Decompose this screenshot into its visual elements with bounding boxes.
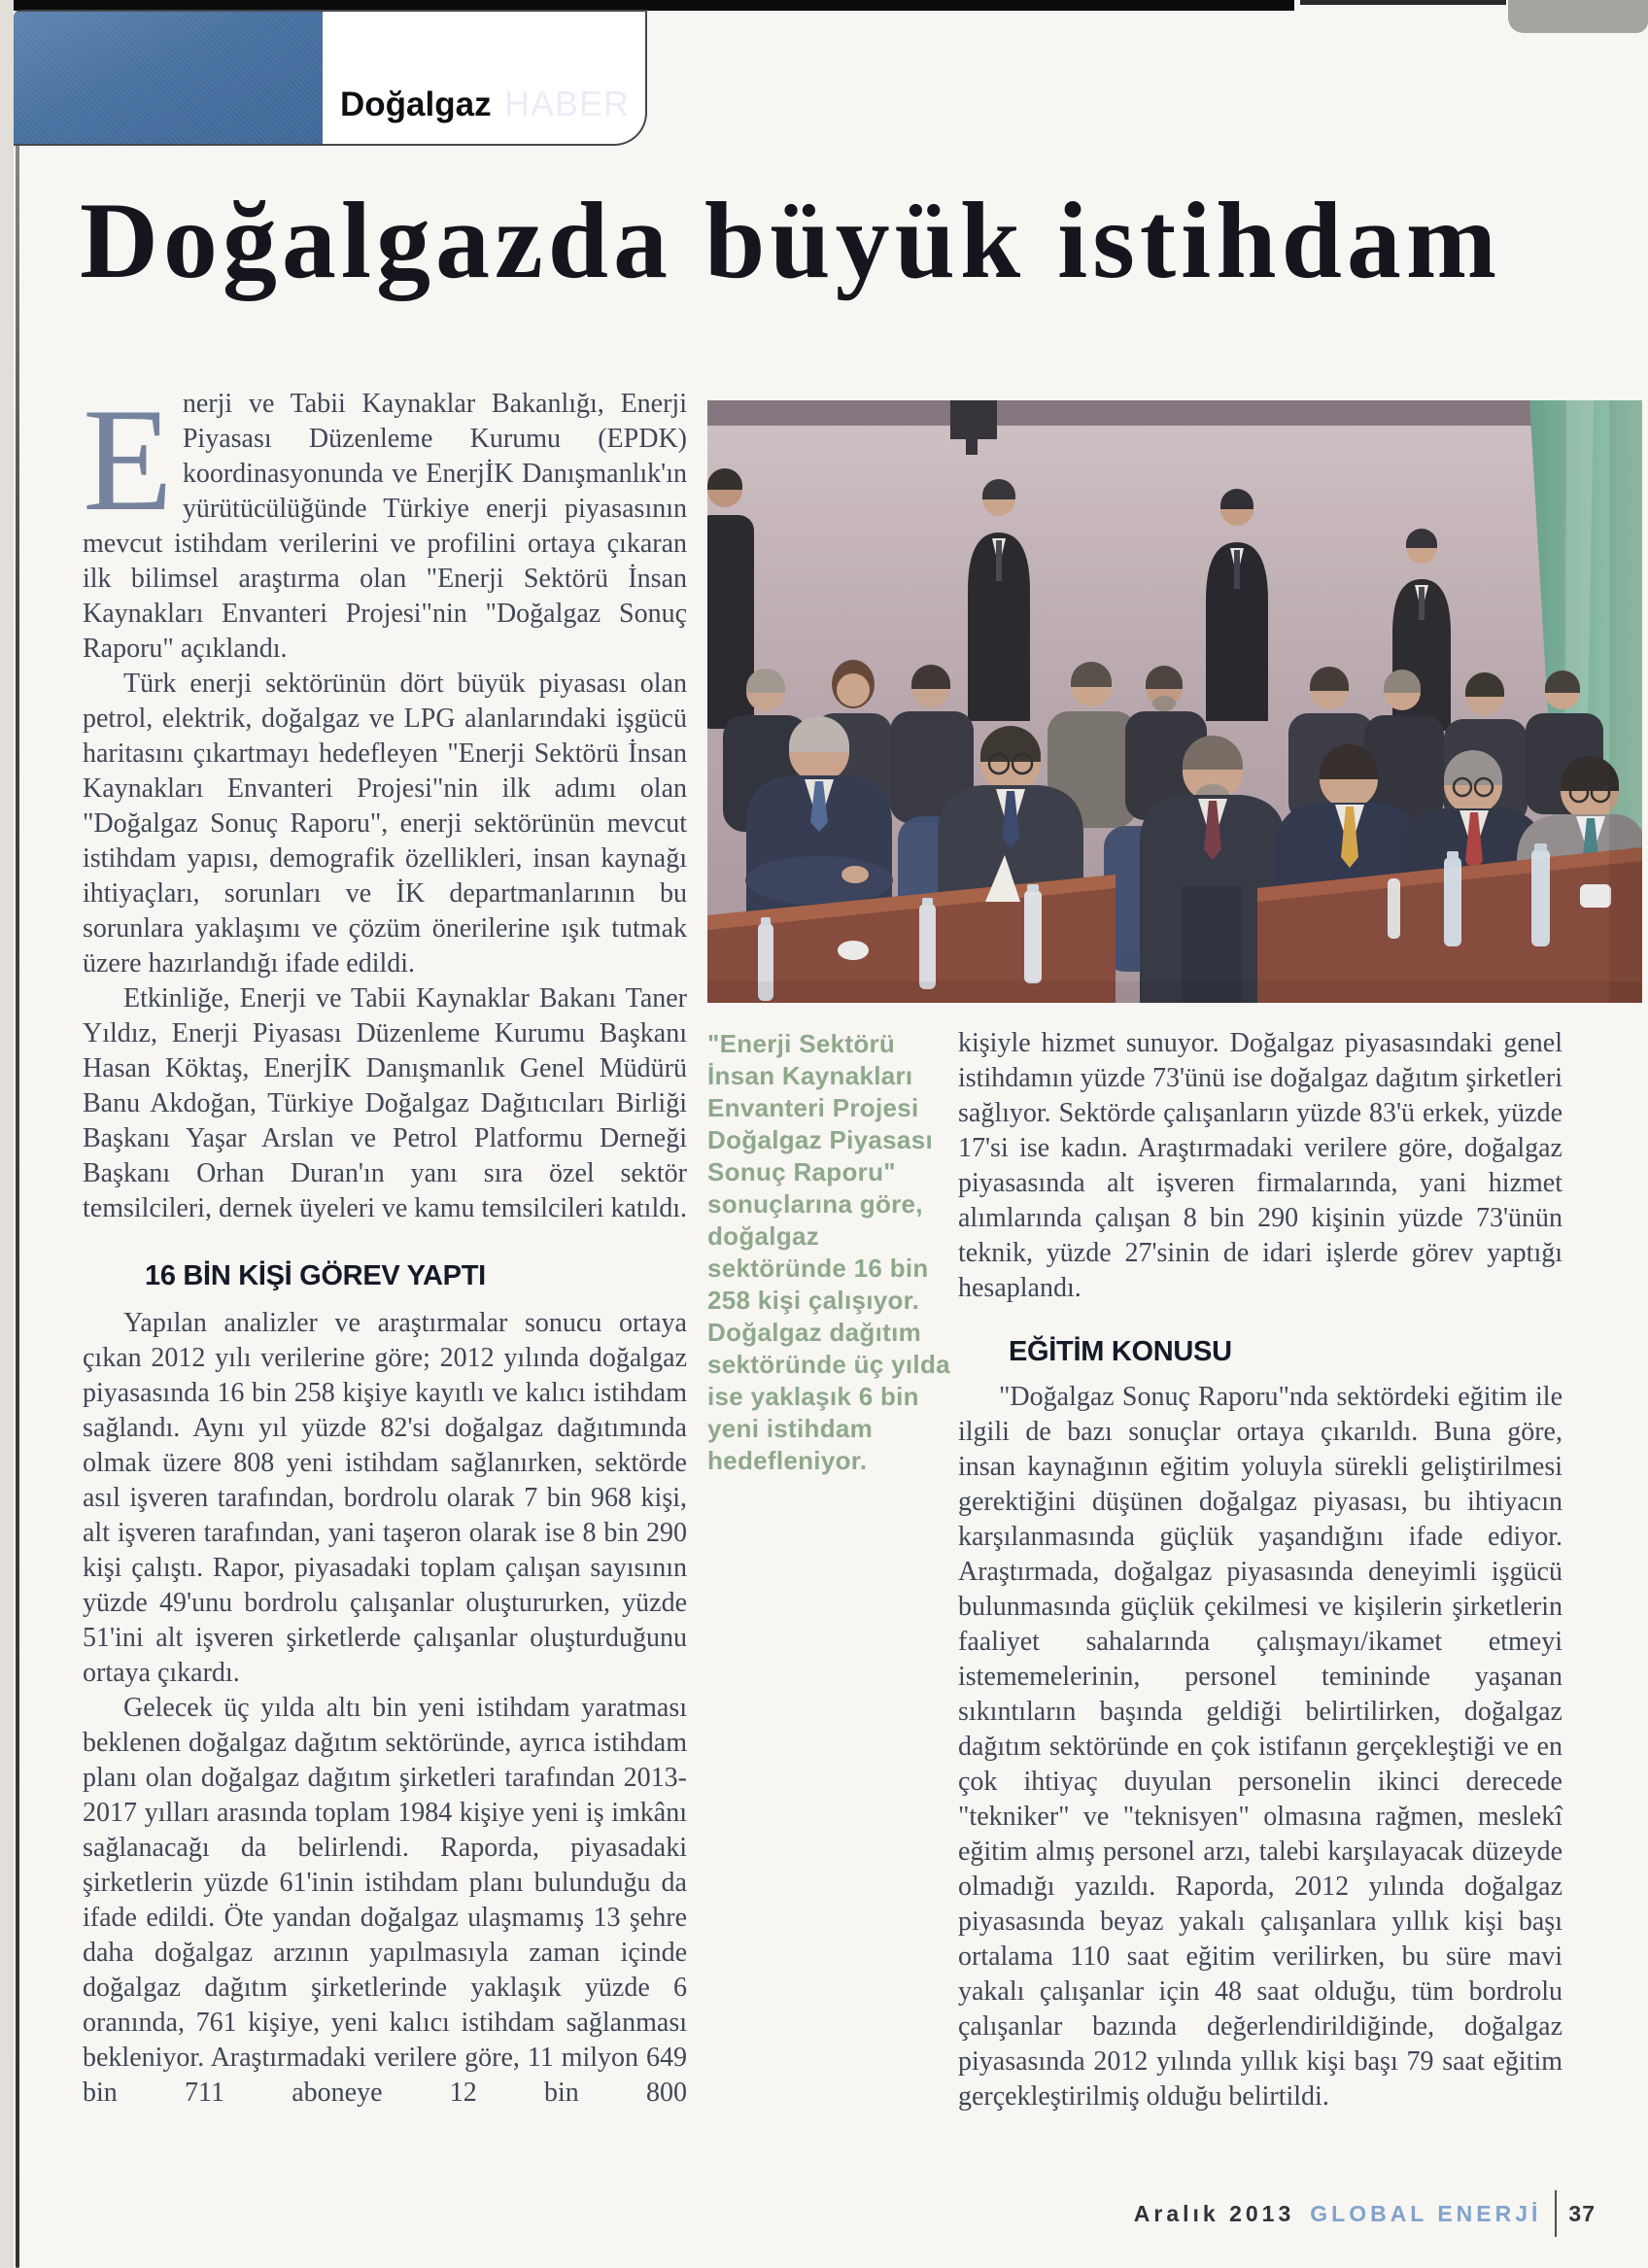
scan-left-margin xyxy=(0,0,14,2268)
section-header-tab xyxy=(14,10,647,146)
section-label: HABER xyxy=(503,84,630,123)
article-left-column xyxy=(83,378,688,2111)
paragraph-text: nerji ve Tabii Kaynaklar Bakanlığı, Enerji Piyasası Düzenleme Kurumu (EPDK) koordinasyonunda ve EnerjİK Danışmanlık'ın yürütücülüğünde Türkiye enerji piyasasının mevcut istihdam verilerini ve profilini ortaya çıkaran ilk bilimsel araştırma olan "Enerji Sektörü İnsan Kaynakları Envanteri Projesi"nin "Doğalgaz Sonuç Raporu" açıklandı. xyxy=(83,389,687,664)
conference-photo xyxy=(707,400,1642,1003)
scan-binding-line xyxy=(16,93,19,2268)
footer-magazine-name: GLOBAL ENERJİ xyxy=(1310,2200,1542,2226)
paragraph: Türk enerji sektörünün dört büyük piyasası olan petrol, elektrik, doğalgaz ve LPG alanlarındaki işgücü haritasını çıkartmayı hedefleyen "Enerji Sektörü İnsan Kaynakları Envanteri Projesi"nin ilk adımı olan "Doğalgaz Sonuç Raporu", enerji sektörünün mevcut istihdam yapısı, demografik özellikleri, insan kaynağı ihtiyaçları, sorunları ve İK departmanlarının bu sorunlara yaklaşımı ve çözüm önerilerine ışık tutmak üzere hazırlandığı ifade edildi. xyxy=(83,669,687,979)
scan-corner-smudge xyxy=(1508,0,1648,33)
article-right-column xyxy=(958,1026,1562,2114)
footer-page-number: 37 xyxy=(1568,2200,1596,2226)
section-header-blue-bar xyxy=(14,12,323,144)
paragraph xyxy=(83,378,687,667)
topic-label: Doğalgaz xyxy=(340,86,492,123)
pull-quote: "Enerji Sektörü İnsan Kaynakları Envanteri Projesi Doğalgaz Piyasası Sonuç Raporu" sonuçlarına göre, doğalgaz sektöründe 16 bin 258 kişi çalışıyor. Doğalgaz dağıtım sektöründe üç yılda ise yaklaşık 6 bin yeni istihdam hedefleniyor. xyxy=(707,1029,950,1475)
section-heading-employment: 16 BİN KİŞİ GÖREV YAPTI xyxy=(145,1260,486,1291)
footer-issue-date: Aralık 2013 xyxy=(1133,2200,1295,2226)
section-heading-education: EĞİTİM KONUSU xyxy=(1009,1336,1232,1367)
paragraph: Gelecek üç yılda altı bin yeni istihdam yaratması beklenen doğalgaz dağıtım sektöründe, ayrıca istihdam planı olan doğalgaz dağıtım şirketleri tarafından 2013-2017 yılları arasında toplam 1984 kişiye yeni iş imkânı sağlanacağı da belirlendi. Raporda, piyasadaki şirketlerin yüzde 61'inin istihdam planı bulunduğu da ifade edildi. Öte yandan doğalgaz ulaşmamış 13 şehre daha doğalgaz arzının yapılmasıyla zaman içinde doğalgaz dağıtım şirketlerinde yaklaşık yüzde 6 oranında, 761 kişiye, yeni kalıcı istihdam sağlanması bekleniyor. Araştırmadaki verilere göre, 11 milyon 649 bin 711 aboneye 12 bin 800 xyxy=(83,1693,687,2108)
page-footer xyxy=(1134,2188,1596,2239)
paragraph: Yapılan analizler ve araştırmalar sonucu ortaya çıkan 2012 yılı verilerine göre; 2012 yılında doğalgaz piyasasında 16 bin 258 kişiye kayıtlı ve kalıcı istihdam sağlandı. Aynı yıl yüzde 82'si doğalgaz dağıtımında olmak üzere 808 yeni istihdam sağlanırken, sektörde asıl işveren tarafından, bordrolu olarak 7 bin 968 kişi, alt işveren tarafından, yani taşeron olarak ise 8 bin 290 kişi çalıştı. Rapor, piyasadaki toplam çalışan sayısının yüzde 49'unu bordrolu çalışanlar oluştururken, yüzde 51'ini alt işveren şirketlerde çalışanlar oluşturduğunu ortaya çıkardı. xyxy=(83,1308,687,1688)
footer-divider xyxy=(1555,2190,1557,2237)
paragraph: Etkinliğe, Enerji ve Tabii Kaynaklar Bakanı Taner Yıldız, Enerji Piyasası Düzenleme Kurumu Başkanı Hasan Köktaş, EnerjİK Danışmanlık Genel Müdürü Banu Akdoğan, Türkiye Doğalgaz Dağıtıcıları Birliği Başkanı Yaşar Arslan ve Petrol Platformu Derneği Başkanı Orhan Duran'ın yanı sıra özel sektör temsilcileri, dernek üyeleri ve kamu temsilcileri katıldı. xyxy=(83,983,688,1223)
scan-top-strip-thin xyxy=(1300,0,1506,5)
drop-cap: E xyxy=(83,378,173,541)
article-title: Doğalgazda büyük istihdam xyxy=(80,181,1502,301)
paragraph: kişiyle hizmet sunuyor. Doğalgaz piyasasındaki genel istihdamın yüzde 73'ünü ise doğalgaz dağıtım şirketleri sağlıyor. Sektörde çalışanların yüzde 83'ü erkek, yüzde 17'si ise kadın. Araştırmadaki verilere göre, doğalgaz piyasasında alt işveren firmalarında, yani hizmet alımlarında çalışan 8 bin 290 kişinin yüzde 73'ünün teknik, yüzde 27'sinin de idari işlerde görev yaptığı hesaplandı. xyxy=(958,1028,1562,1303)
paragraph: "Doğalgaz Sonuç Raporu"nda sektördeki eğitim ile ilgili de bazı sonuçlar ortaya çıkarıldı. Buna göre, insan kaynağının eğitim yoluyla sürekli geliştirilmesi gerektiğini düşünen doğalgaz piyasası, bu ihtiyacın karşılanmasında güçlük yaşandığını ifade ediyor. Araştırmada, doğalgaz piyasasında deneyimli işgücü bulunmasında güçlük çekilmesi ve kişilerin şirketlerin faaliyet sahalarında çalışmayı/ikamet etmeyi istememelerinin, personel temininde yaşanan sıkıntıların başında geldiği belirtilirken, doğalgaz dağıtım sektöründe en çok istifanın gerçekleştiği ve en çok ihtiyaç duyulan personelin ikinci derecede "tekniker" ve "teknisyen" olmasına rağmen, meslekî eğitim almış personel arzı, talebi karşılayacak düzeyde olmadığı yazıldı. Raporda, 2012 yılında doğalgaz piyasasında beyaz yakalı çalışanlara yıllık kişi başı ortalama 110 saat eğitim verilirken, bu süre mavi yakalı çalışanlar için 48 saat olduğu, tüm bordrolu çalışanlar bazında değerlendirildiğinde, doğalgaz piyasasında 2012 yılında yıllık kişi başı 79 saat eğitim gerçekleştirilmiş olduğu belirtildi. xyxy=(958,1382,1562,2112)
